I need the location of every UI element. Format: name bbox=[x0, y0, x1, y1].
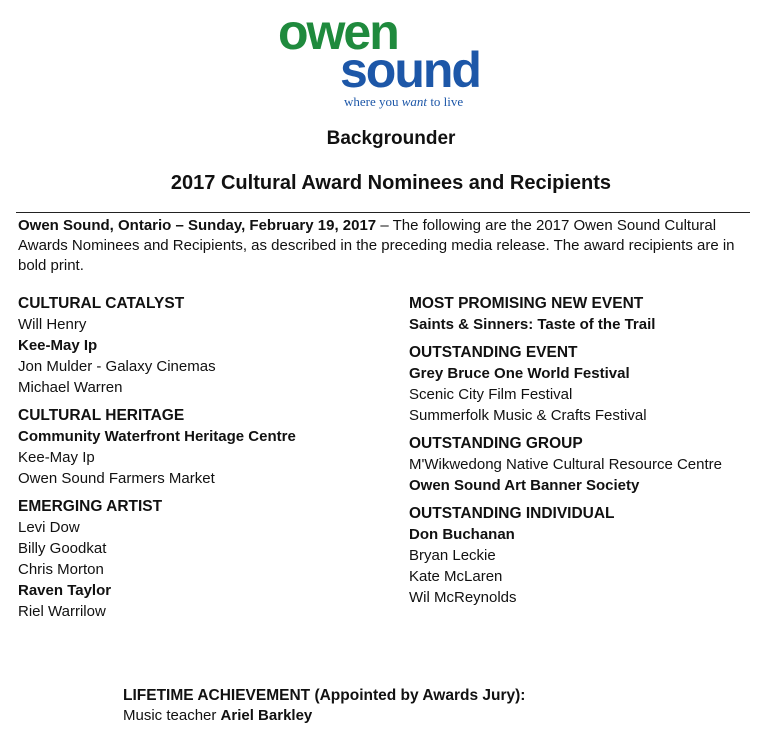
award-nominee: Summerfolk Music & Crafts Festival bbox=[409, 407, 647, 424]
award-category-title: OUTSTANDING EVENT bbox=[409, 344, 578, 361]
logo-word-sound: sound bbox=[340, 42, 480, 98]
award-nominee: Will Henry bbox=[18, 316, 87, 333]
award-recipient: Community Waterfront Heritage Centre bbox=[18, 428, 296, 445]
logo-word-owen: owen bbox=[278, 4, 398, 60]
award-category-title: MOST PROMISING NEW EVENT bbox=[409, 295, 644, 312]
award-category-title: CULTURAL CATALYST bbox=[18, 295, 185, 312]
title-divider bbox=[16, 212, 750, 213]
award-nominee: Michael Warren bbox=[18, 379, 123, 396]
award-recipient: Owen Sound Art Banner Society bbox=[409, 477, 640, 494]
award-nominee: Bryan Leckie bbox=[409, 547, 496, 564]
award-nominee: Levi Dow bbox=[18, 519, 80, 536]
lifetime-achievement-title: LIFETIME ACHIEVEMENT (Appointed by Awards Jury): bbox=[123, 687, 526, 704]
award-recipient: Saints & Sinners: Taste of the Trail bbox=[409, 316, 656, 333]
award-recipient: Don Buchanan bbox=[409, 526, 515, 543]
award-nominee: Kate McLaren bbox=[409, 568, 503, 585]
intro-dateline: Owen Sound, Ontario – Sunday, February 19, 2017 bbox=[18, 217, 377, 234]
award-recipient: Grey Bruce One World Festival bbox=[409, 365, 630, 382]
owen-sound-logo bbox=[278, 4, 498, 110]
award-category-title: OUTSTANDING INDIVIDUAL bbox=[409, 505, 615, 522]
award-category bbox=[409, 343, 769, 426]
award-recipient: Kee-May Ip bbox=[18, 337, 98, 354]
document-title: 2017 Cultural Award Nominees and Recipients bbox=[170, 172, 612, 194]
award-category bbox=[18, 406, 378, 489]
backgrounder-heading: Backgrounder bbox=[326, 128, 456, 149]
award-category-title: OUTSTANDING GROUP bbox=[409, 435, 583, 452]
award-category-title: CULTURAL HERITAGE bbox=[18, 407, 185, 424]
award-nominee: Riel Warrilow bbox=[18, 603, 106, 620]
left-award-column bbox=[18, 294, 378, 630]
award-nominee: Billy Goodkat bbox=[18, 540, 107, 557]
intro-paragraph bbox=[18, 216, 758, 276]
award-category bbox=[409, 434, 769, 496]
lifetime-achievement-section bbox=[123, 686, 525, 726]
award-nominee: Wil McReynolds bbox=[409, 589, 517, 606]
lifetime-achievement-recipient: Music teacher Ariel Barkley bbox=[123, 707, 313, 724]
award-category-title: EMERGING ARTIST bbox=[18, 498, 163, 515]
award-category bbox=[18, 497, 378, 622]
award-nominee: Scenic City Film Festival bbox=[409, 386, 573, 403]
award-nominee: Kee-May Ip bbox=[18, 449, 95, 466]
award-nominee: Jon Mulder - Galaxy Cinemas bbox=[18, 358, 216, 375]
award-nominee: Owen Sound Farmers Market bbox=[18, 470, 215, 487]
intro-text: – The following are the 2017 Owen Sound Cultural Awards Nominees and Recipients, as described in the preceding media release. The award recipients are in bold print. bbox=[18, 217, 735, 274]
award-category bbox=[409, 294, 769, 335]
award-nominee: Chris Morton bbox=[18, 561, 104, 578]
award-category bbox=[409, 504, 769, 608]
right-award-column bbox=[409, 294, 769, 616]
award-nominee: M'Wikwedong Native Cultural Resource Centre bbox=[409, 456, 722, 473]
logo-tagline: where you want to live bbox=[344, 94, 464, 109]
award-category bbox=[18, 294, 378, 398]
award-recipient: Raven Taylor bbox=[18, 582, 112, 599]
